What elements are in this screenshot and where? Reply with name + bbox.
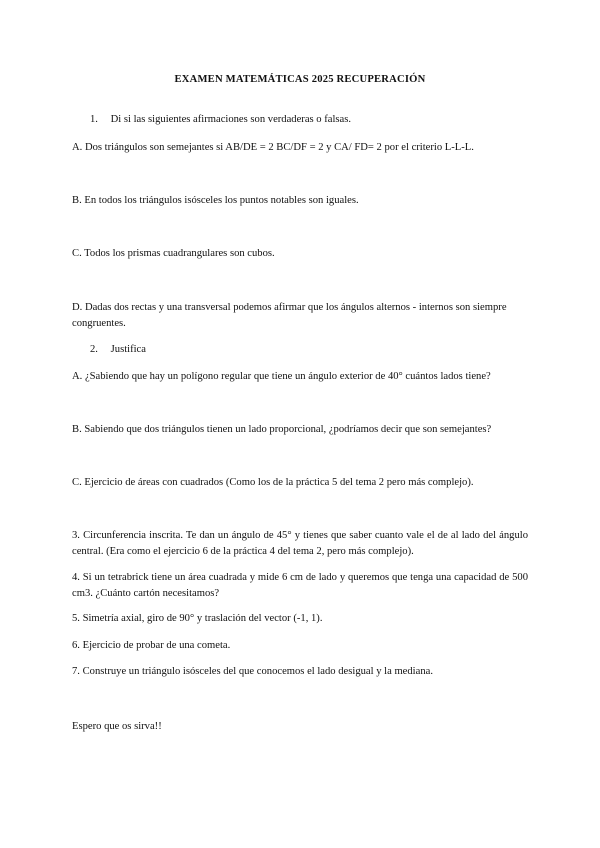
- closing-note: Espero que os sirva!!: [72, 721, 162, 732]
- section-2-number: 2.: [90, 344, 98, 355]
- section-1-heading: [90, 112, 351, 128]
- page-title: EXAMEN MATEMÁTICAS 2025 RECUPERACIÓN: [174, 74, 426, 85]
- question-7: 7. Construye un triángulo isósceles del que conocemos el lado desigual y la mediana.: [72, 666, 433, 677]
- section-2-heading: [90, 342, 146, 358]
- section-1-heading-text: Di si las siguientes afirmaciones son verdaderas o falsas.: [110, 114, 352, 125]
- statement-a: A. Dos triángulos son semejantes si AB/DE = 2 BC/DF = 2 y CA/ FD= 2 por el criterio L-L-L.: [72, 142, 474, 153]
- question-6: 6. Ejercicio de probar de una cometa.: [72, 640, 231, 651]
- justify-b: B. Sabiendo que dos triángulos tienen un lado proporcional, ¿podríamos decir que son semejantes?: [72, 424, 492, 435]
- justify-a: A. ¿Sabiendo que hay un polígono regular que tiene un ángulo exterior de 40° cuántos lados tiene?: [72, 371, 491, 382]
- question-5: 5. Simetría axial, giro de 90° y traslación del vector (-1, 1).: [72, 613, 323, 624]
- question-3: 3. Circunferencia inscrita. Te dan un ángulo de 45° y tienes que saber cuanto vale el de al lado del ángulo central. (Era como el ejercicio 6 de la práctica 4 del tema 2, pero más complejo).: [72, 530, 528, 558]
- question-4: 4. Si un tetrabrick tiene un área cuadrada y mide 6 cm de lado y queremos que tenga una capacidad de 500 cm3. ¿Cuánto cartón necesitamos?: [72, 572, 528, 600]
- statement-d: D. Dadas dos rectas y una transversal podemos afirmar que los ángulos alternos - internos son siempre congruentes.: [72, 302, 507, 330]
- justify-c: C. Ejercicio de áreas con cuadrados (Como los de la práctica 5 del tema 2 pero más complejo).: [72, 477, 474, 488]
- section-1-number: 1.: [90, 114, 98, 125]
- statement-b: B. En todos los triángulos isósceles los puntos notables son iguales.: [72, 195, 359, 206]
- section-2-heading-text: Justifica: [110, 344, 146, 355]
- statement-c: C. Todos los prismas cuadrangulares son cubos.: [72, 248, 275, 259]
